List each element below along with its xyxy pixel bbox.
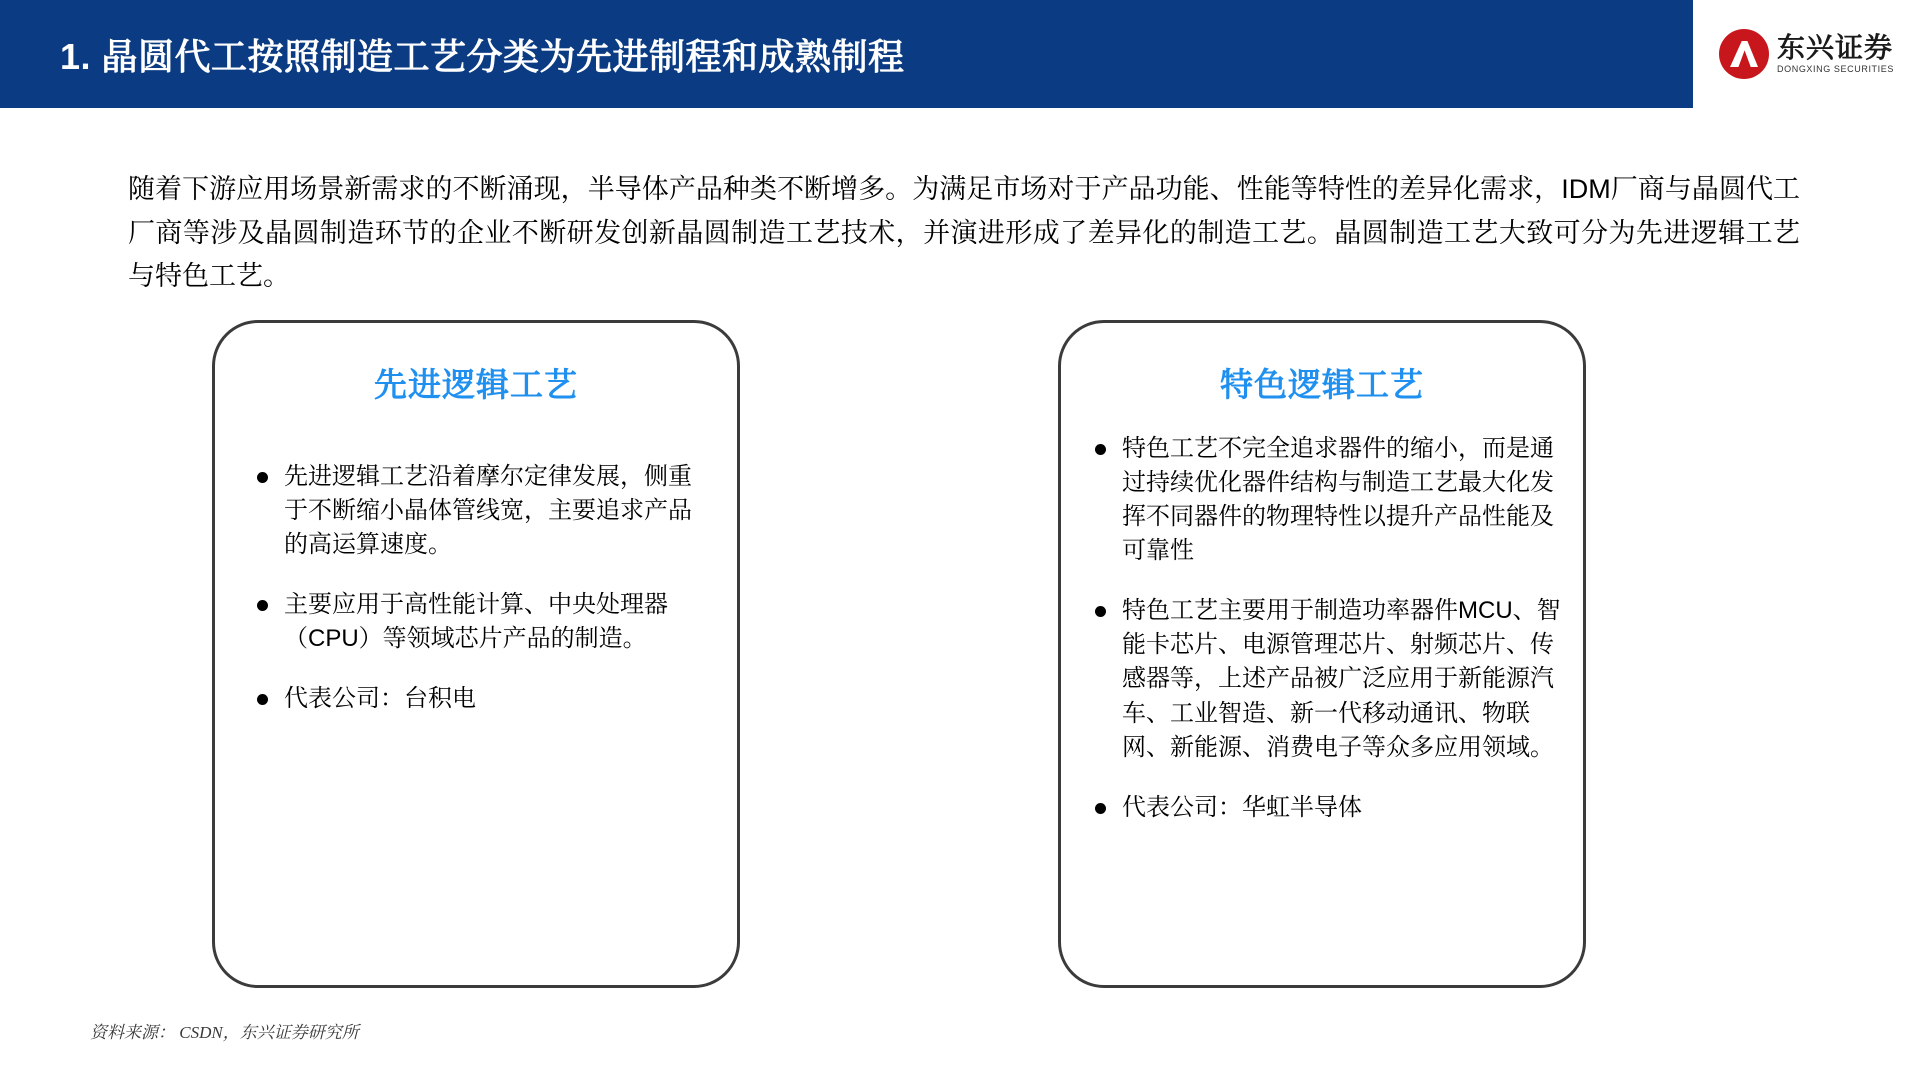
bullet-dot-icon	[1095, 444, 1106, 455]
list-item	[1095, 791, 1563, 825]
bullet-text: 先进逻辑工艺沿着摩尔定律发展，侧重于不断缩小晶体管线宽，主要追求产品的高运算速度。	[284, 463, 692, 559]
list-item	[257, 682, 715, 716]
bullet-list-right	[1061, 432, 1583, 825]
slide-header	[0, 0, 1693, 108]
page-title: 1. 晶圆代工按照制造工艺分类为先进制程和成熟制程	[60, 35, 905, 77]
bullet-dot-icon	[1095, 606, 1106, 617]
bullet-text: 代表公司：台积电	[284, 685, 476, 713]
list-item	[1095, 432, 1563, 568]
bullet-dot-icon	[1095, 803, 1106, 814]
bullet-dot-icon	[257, 472, 268, 483]
list-item	[257, 460, 715, 562]
source-note: 资料来源： CSDN，东兴证券研究所	[90, 1023, 359, 1042]
dongxing-logo-icon	[1719, 29, 1769, 79]
bullet-text: 代表公司：华虹半导体	[1122, 793, 1362, 821]
bullet-dot-icon	[257, 694, 268, 705]
card-specialty-logic-process	[1058, 320, 1586, 988]
intro-paragraph: 随着下游应用场景新需求的不断涌现，半导体产品种类不断增多。为满足市场对于产品功能、性能等特性的差异化需求，IDM厂商与晶圆代工厂商等涉及晶圆制造环节的企业不断研发创新晶圆制造工艺技术，并演进形成了差异化的制造工艺。晶圆制造工艺大致可分为先进逻辑工艺与特色工艺。	[128, 174, 1800, 292]
logo-name-en: DONGXING SECURITIES	[1777, 64, 1894, 75]
bullet-dot-icon	[257, 600, 268, 611]
list-item	[1095, 594, 1563, 764]
brand-logo	[1693, 0, 1920, 108]
card-title-left: 先进逻辑工艺	[374, 366, 578, 403]
bullet-text: 特色工艺主要用于制造功率器件MCU、智能卡芯片、电源管理芯片、射频芯片、传感器等，上述产品被广泛应用于新能源汽车、工业智造、新一代移动通讯、物联网、新能源、消费电子等众多应用领域。	[1122, 597, 1561, 761]
bullet-text: 特色工艺不完全追求器件的缩小，而是通过持续优化器件结构与制造工艺最大化发挥不同器件的物理特性以提升产品性能及可靠性	[1122, 435, 1554, 565]
list-item	[257, 588, 715, 656]
card-title-right: 特色逻辑工艺	[1220, 366, 1424, 403]
bullet-list-left	[215, 460, 737, 716]
bullet-text: 主要应用于高性能计算、中央处理器（CPU）等领域芯片产品的制造。	[284, 591, 668, 653]
card-advanced-logic-process	[212, 320, 740, 988]
logo-name-cn: 东兴证券	[1777, 32, 1894, 64]
